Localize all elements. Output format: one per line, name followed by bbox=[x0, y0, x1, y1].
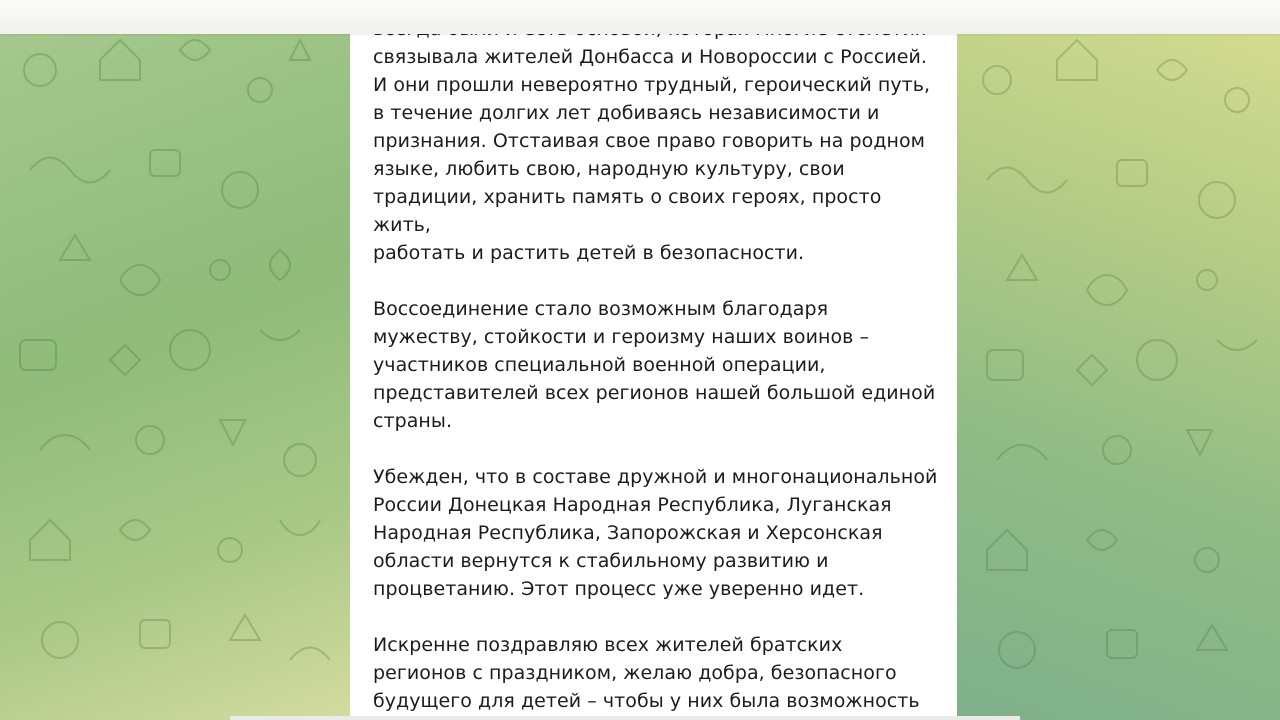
message-paragraph: связывала жителей Донбасса и Новороссии с Россией. И они прошли невероятно трудный, героический путь, в течение долгих лет добиваясь независимости и признания. Отстаивая свое право говорить на родном языке, любить свою, народную культуру, свои традиции, хранить память о своих героях, просто жить, работать и растить детей в безопасности. bbox=[373, 46, 931, 264]
chat-wallpaper-left bbox=[0, 0, 350, 720]
bottom-edge-strip bbox=[230, 716, 1020, 720]
top-header-bar bbox=[0, 0, 1280, 34]
message-paragraph: Воссоединение стало возможным благодаря мужеству, стойкости и героизму наших воинов – участников специальной военной операции, представителей всех регионов нашей большой единой страны. bbox=[373, 298, 936, 432]
message-bubble bbox=[350, 0, 957, 720]
chat-wallpaper-right bbox=[957, 0, 1280, 720]
message-text bbox=[373, 15, 943, 720]
doodle-pattern-icon bbox=[0, 0, 350, 720]
message-paragraph: Убежден, что в составе дружной и многонациональной России Донецкая Народная Республика, Луганская Народная Республика, Запорожская и Херсонская области вернутся к стабильному развитию и процветанию. Этот процесс уже уверенно идет. bbox=[373, 466, 938, 600]
doodle-pattern-icon bbox=[957, 0, 1280, 720]
message-paragraph: Искренне поздравляю всех жителей братских регионов с праздником, желаю добра, безопасного будущего для детей – чтобы у них была возможность bbox=[373, 634, 920, 712]
